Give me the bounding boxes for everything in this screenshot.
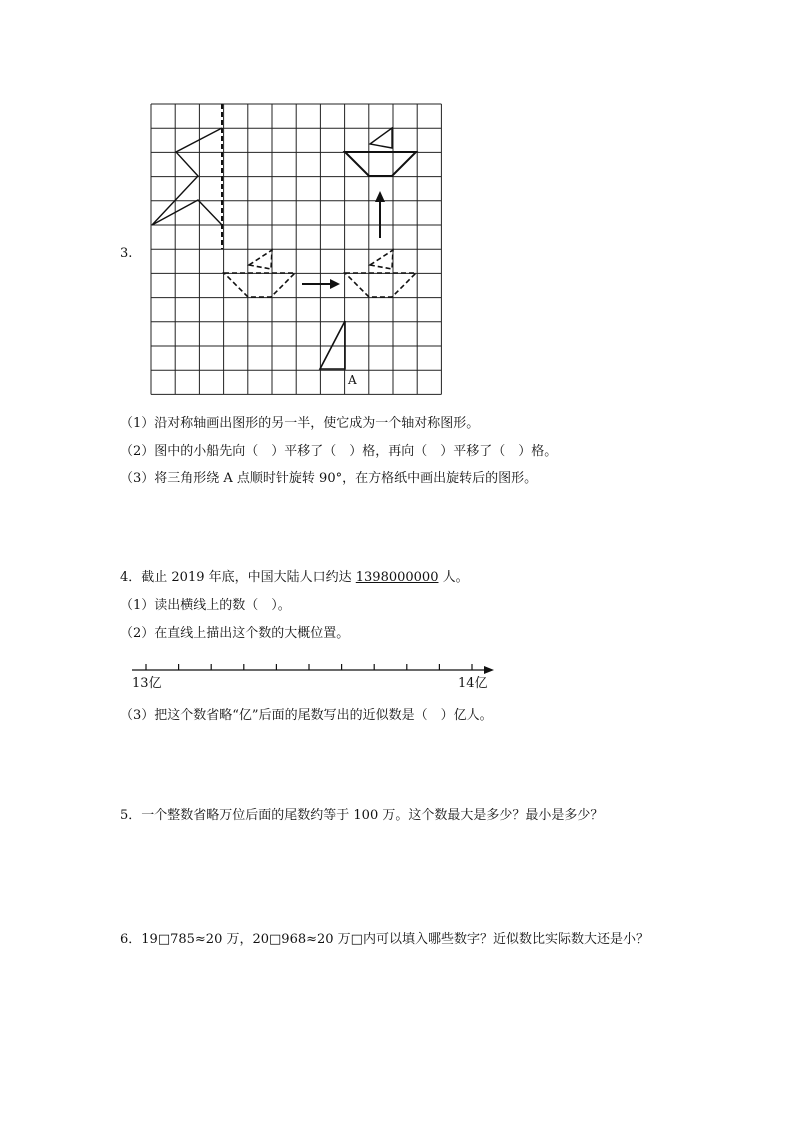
number-line-arrow [484,666,494,674]
q4-item-2: （2）在直线上描出这个数的大概位置。 [120,626,350,641]
q4-item-3: （3）把这个数省略“亿”后面的尾数写出的近似数是（ ）亿人。 [120,708,493,723]
q4-item-1: （1）读出横线上的数（ ）。 [120,598,291,613]
point-a-label: A [348,373,357,387]
question-5: 5．一个整数省略万位后面的尾数约等于 100 万。这个数最大是多少？最小是多少？ [120,808,604,823]
numberline-right-label: 14亿 [458,676,488,691]
question-6: 6．19□785≈20 万，20□968≈20 万□内可以填入哪些数字？近似数比实际数大还是小？ [120,932,649,947]
question-3-number: 3. [120,246,133,261]
q4-population-number: 1398000000 [355,570,439,585]
number-line-ticks [146,664,472,670]
q4-lead: 4．截止 2019 年底，中国大陆人口约达 [120,570,356,585]
q4-tail: 人。 [438,570,469,585]
numberline-left-label: 13亿 [132,676,162,691]
q3-item-2: （2）图中的小船先向（ ）平移了（ ）格，再向（ ）平移了（ ）格。 [120,444,558,459]
q3-item-1: （1）沿对称轴画出图形的另一半，使它成为一个轴对称图形。 [120,416,480,431]
q3-item-3: （3）将三角形绕 A 点顺时针旋转 90°，在方格纸中画出旋转后的图形。 [120,471,538,486]
